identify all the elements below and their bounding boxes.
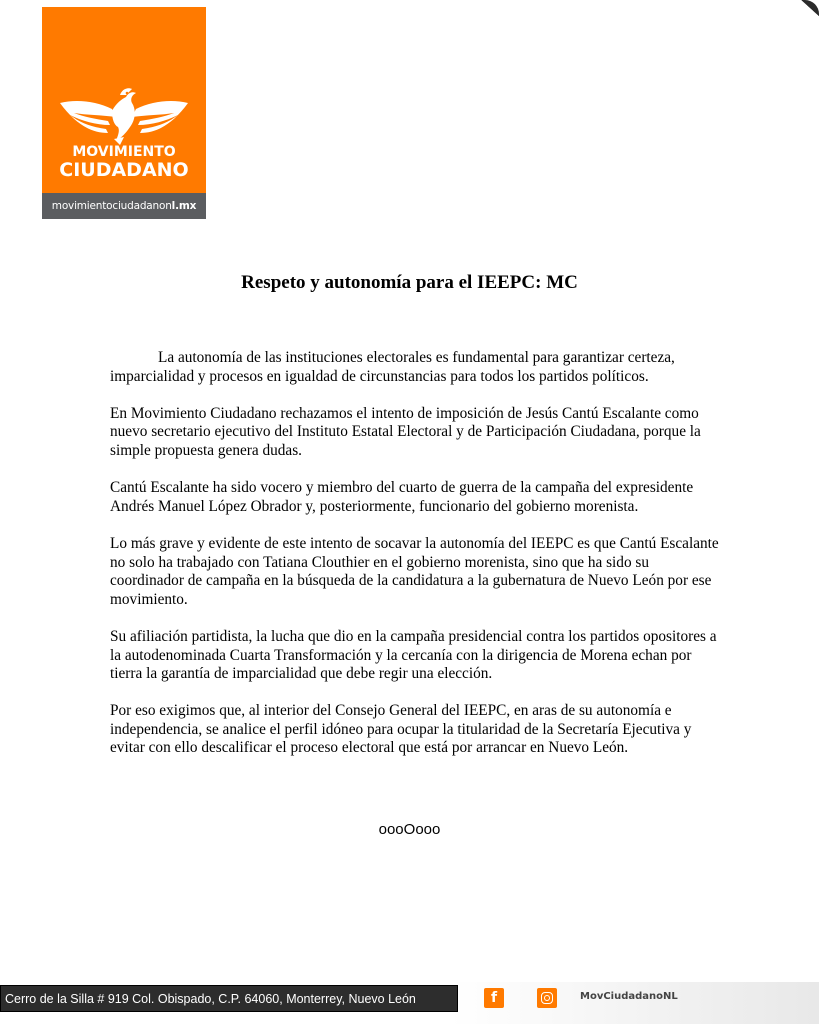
logo-line-2: CIUDADANO (59, 159, 189, 181)
instagram-icon[interactable] (537, 988, 557, 1008)
press-release-title: Respeto y autonomía para el IEEPC: MC (241, 272, 578, 293)
closing-mark: oooOooo (378, 821, 441, 838)
logo-line-1: MOVIMIENTO (72, 144, 176, 160)
footer-address: Cerro de la Silla # 919 Col. Obispado, C.P. 64060, Monterrey, Nuevo León (0, 985, 458, 1012)
page-corner-shadow (797, 0, 819, 20)
paragraph: Por eso exigimos que, al interior del Consejo General del IEEPC, en aras de su autonomía e independencia, se analice el perfil idóneo para ocupar la titularidad de la Secretaría Ejecutiva y evitar con ello descalificar el proceso electoral que está por arrancar en Nuevo León. (110, 702, 692, 757)
paragraph: Su afiliación partidista, la lucha que dio en la campaña presidencial contra los partidos opositores a la autodenominada Cuarta Transformación y la cercanía con la dirigencia de Morena echan por tierra la garantía de imparcialidad que debe regir una elección. (110, 627, 717, 683)
logo-url-suffix: l.mx (171, 200, 197, 212)
paragraph: Cantú Escalante ha sido vocero y miembro del cuarto de guerra de la campaña del expresidente Andrés Manuel López Obrador y, posteriormente, funcionario del gobierno morenista. (110, 479, 694, 515)
logo-url-prefix: movimientociudadanon (51, 200, 172, 212)
facebook-glyph: f (490, 990, 498, 1006)
facebook-icon[interactable] (484, 988, 504, 1008)
footer (0, 982, 819, 1024)
paragraph: Lo más grave y evidente de este intento de socavar la autonomía del IEEPC es que Cantú Escalante no solo ha trabajado con Tatiana Clouthier en el gobierno morenista, sino que ha sido su coordinador de campaña en la búsqueda de la candidatura a la gubernatura de Nuevo León por ese movimiento. (110, 534, 719, 608)
logo-url (42, 193, 206, 219)
eagle-icon (56, 85, 192, 147)
social-handle[interactable]: MovCiudadanoNL (580, 991, 678, 1002)
paragraph: En Movimiento Ciudadano rechazamos el intento de imposición de Jesús Cantú Escalante como nuevo secretario ejecutivo del Instituto Estatal Electoral y de Participación Ciudadana, porque la simple propuesta genera dudas. (110, 404, 701, 459)
instagram-lens (544, 995, 550, 1001)
movimiento-ciudadano-logo (42, 7, 206, 219)
press-release-body (110, 349, 720, 777)
paragraph: La autonomía de las instituciones electorales es fundamental para garantizar certeza, imparcialidad y procesos en igualdad de circunstancias para todos los partidos políticos. (110, 349, 675, 385)
